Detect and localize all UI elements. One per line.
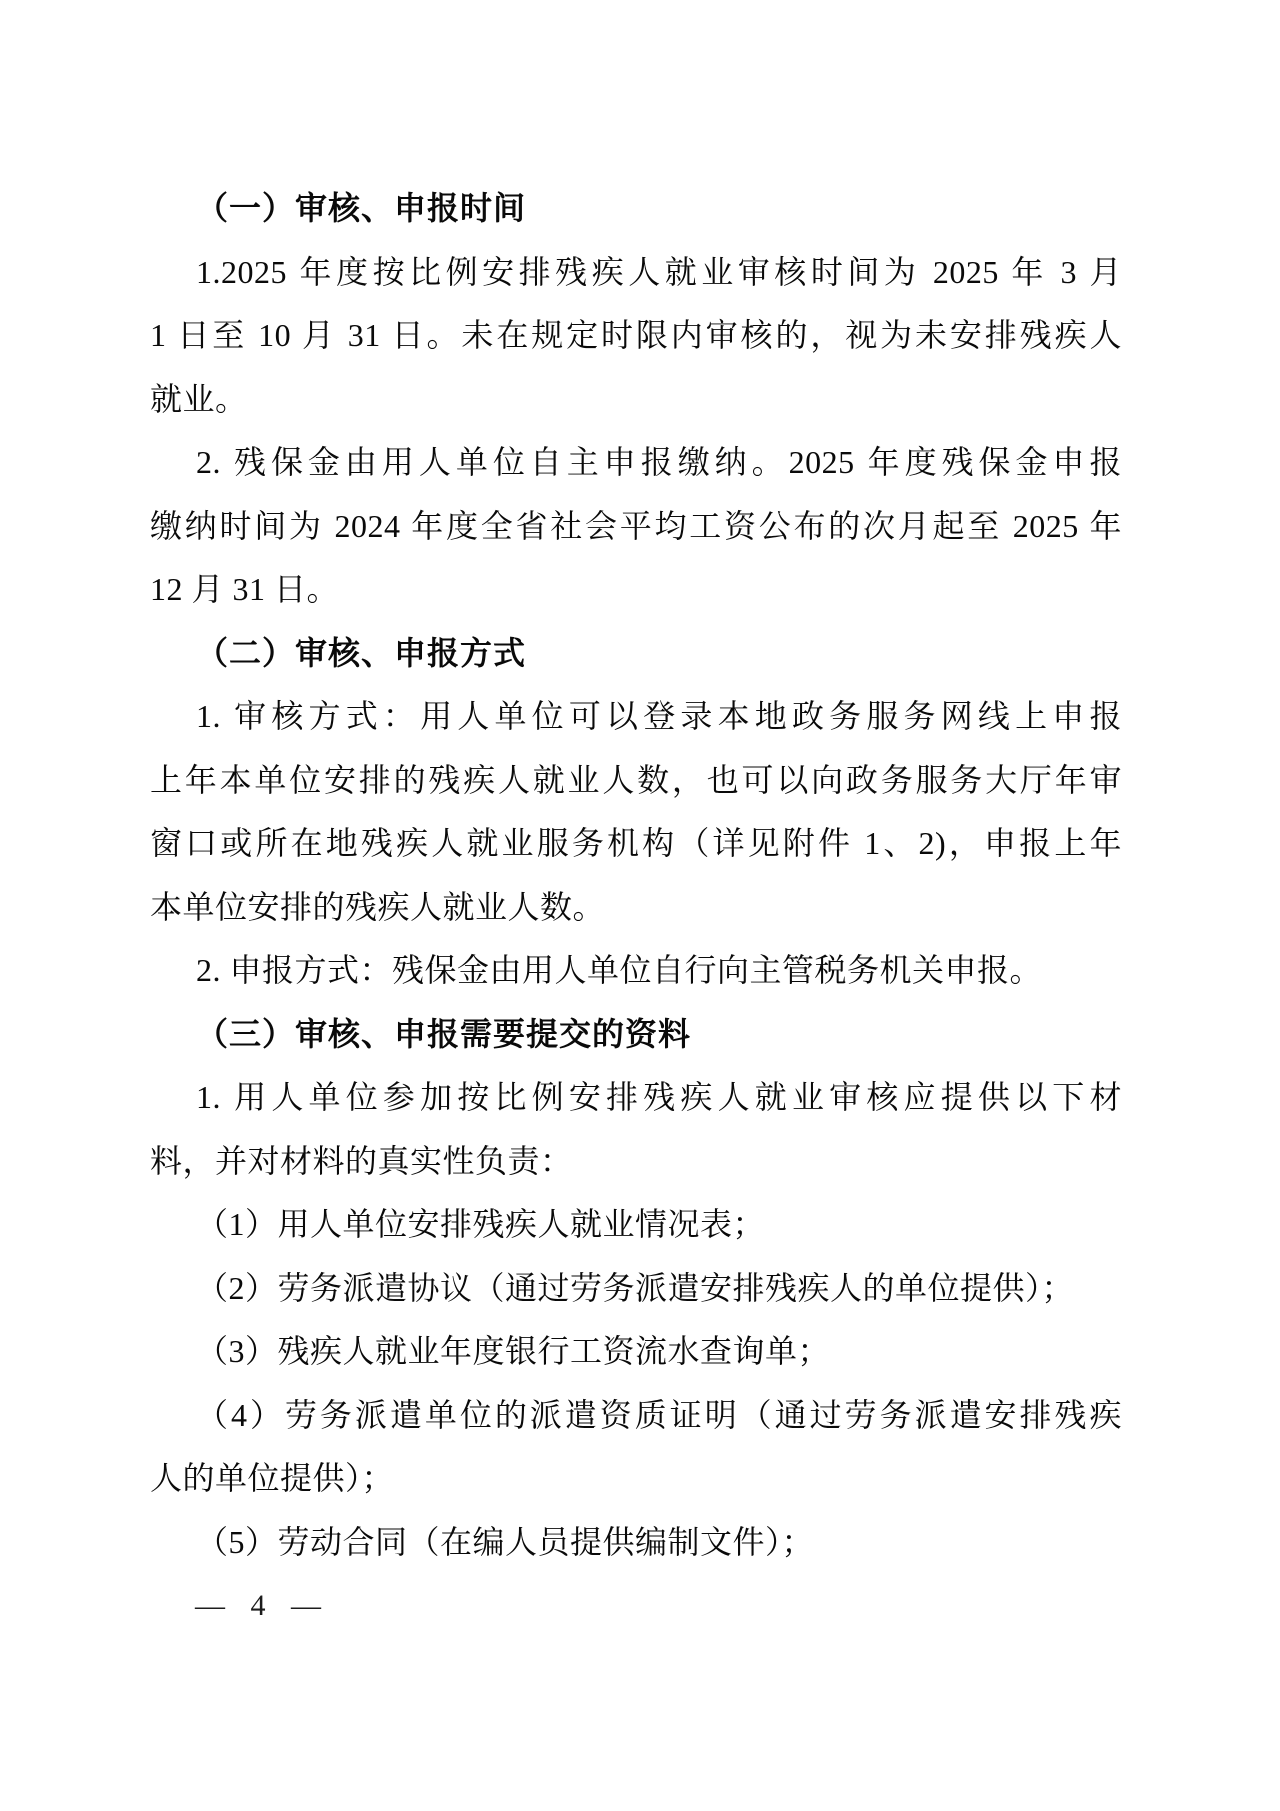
text-line: 窗口或所在地残疾人就业服务机构（详见附件 1、2)，申报上年 bbox=[150, 825, 1122, 861]
text-line: 1 日至 10 月 31 日。未在规定时限内审核的，视为未安排残疾人 bbox=[150, 317, 1122, 353]
list-item-2: （2）劳务派遣协议（通过劳务派遣安排残疾人的单位提供）； bbox=[196, 1269, 1075, 1306]
text-line: 2. 申报方式：残保金由用人单位自行向主管税务机关申报。 bbox=[196, 952, 1043, 988]
text-line: 1.2025 年度按比例安排残疾人就业审核时间为 2025 年 3 月 bbox=[196, 253, 1122, 290]
text-line: 1. 用人单位参加按比例安排残疾人就业审核应提供以下材 bbox=[196, 1079, 1122, 1115]
text-line: 料，并对材料的真实性负责： bbox=[150, 1142, 573, 1179]
section-heading-3: （三）审核、申报需要提交的资料 bbox=[196, 1015, 692, 1052]
text-line: 本单位安排的残疾人就业人数。 bbox=[150, 888, 606, 925]
text-line: 1. 审核方式：用人单位可以登录本地政务服务网线上申报 bbox=[196, 698, 1122, 734]
document-body bbox=[150, 177, 1122, 1638]
list-item-4: （4）劳务派遣单位的派遣资质证明（通过劳务派遣安排残疾 bbox=[196, 1396, 1122, 1433]
section-heading-2: （二）审核、申报方式 bbox=[196, 634, 527, 671]
text-line: 2. 残保金由用人单位自主申报缴纳。2025 年度残保金申报 bbox=[196, 444, 1122, 480]
text-line: 就业。 bbox=[150, 380, 248, 417]
section-heading-1: （一）审核、申报时间 bbox=[196, 190, 527, 226]
text-line: 人的单位提供）； bbox=[150, 1460, 395, 1496]
text-line: 缴纳时间为 2024 年度全省社会平均工资公布的次月起至 2025 年 bbox=[150, 507, 1122, 544]
text-line: 上年本单位安排的残疾人就业人数，也可以向政务服务大厅年审 bbox=[150, 761, 1122, 798]
list-item-1: （1）用人单位安排残疾人就业情况表； bbox=[196, 1206, 766, 1242]
list-item-5: （5）劳动合同（在编人员提供编制文件）； bbox=[196, 1523, 815, 1560]
text-line: 12 月 31 日。 bbox=[150, 571, 340, 607]
page-number: — 4 — bbox=[195, 1589, 323, 1622]
list-item-3: （3）残疾人就业年度银行工资流水查询单； bbox=[196, 1333, 831, 1369]
